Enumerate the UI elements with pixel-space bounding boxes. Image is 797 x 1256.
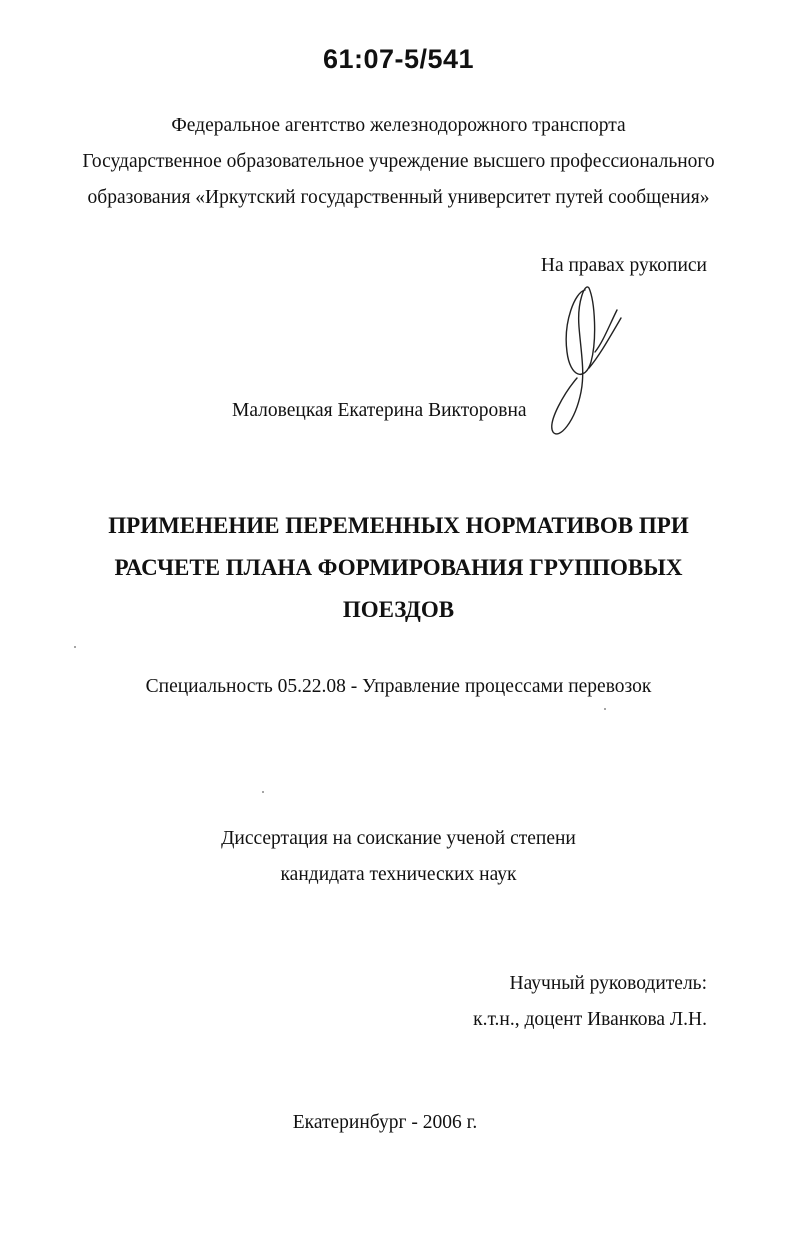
call-number: 61:07-5/541 bbox=[322, 44, 475, 74]
degree-line-2: кандидата технических наук bbox=[280, 864, 517, 885]
supervisor-block bbox=[473, 966, 707, 1038]
manuscript-note: На правах рукописи bbox=[540, 255, 707, 276]
degree-statement bbox=[0, 821, 797, 893]
degree-line-1: Диссертация на соискание ученой степени bbox=[221, 828, 576, 849]
header-line-university: образования «Иркутский государственный университет путей сообщения» bbox=[87, 187, 710, 208]
author-name: Маловецкая Екатерина Викторовна bbox=[232, 400, 527, 421]
scan-speck bbox=[74, 646, 76, 648]
supervisor-name: к.т.н., доцент Иванкова Л.Н. bbox=[473, 1009, 707, 1030]
institution-header bbox=[0, 108, 797, 216]
title-line-1: ПРИМЕНЕНИЕ ПЕРЕМЕННЫХ НОРМАТИВОВ ПРИ bbox=[108, 513, 689, 538]
dissertation-title bbox=[0, 505, 797, 631]
supervisor-label: Научный руководитель: bbox=[509, 973, 707, 994]
header-line-institution: Государственное образовательное учреждение высшего профессионального bbox=[82, 151, 715, 172]
title-line-3: ПОЕЗДОВ bbox=[342, 597, 455, 622]
header-line-agency: Федеральное агентство железнодорожного транспорта bbox=[171, 115, 626, 136]
scan-speck bbox=[262, 791, 264, 793]
title-line-2: РАСЧЕТЕ ПЛАНА ФОРМИРОВАНИЯ ГРУППОВЫХ bbox=[114, 555, 683, 580]
specialty-line: Специальность 05.22.08 - Управление процессами перевозок bbox=[145, 676, 652, 697]
scan-speck bbox=[604, 708, 606, 710]
handwritten-signature bbox=[545, 282, 635, 442]
city-year: Екатеринбург - 2006 г. bbox=[292, 1112, 478, 1133]
